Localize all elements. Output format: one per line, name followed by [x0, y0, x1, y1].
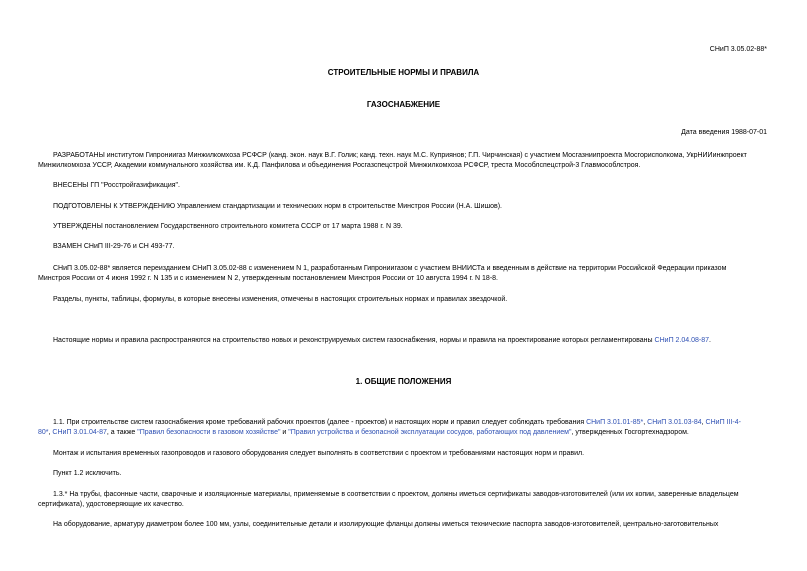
- equipment-paragraph: На оборудование, арматуру диаметром более 100 мм, узлы, соединительные детали и изолирующие фланцы должны иметься технические паспорта заводов-изготовителей, центрально-заготовительных: [53, 521, 719, 528]
- approved-paragraph: УТВЕРЖДЕНЫ постановлением Государственного строительного комитета СССР от 17 марта 1988 г. N 39.: [53, 223, 403, 230]
- snip-3-01-03-84-link[interactable]: СНиП 3.01.03-84: [647, 419, 702, 426]
- clause-1-1-text-c: и: [280, 429, 287, 436]
- reissue-line-1: СНиП 3.05.02-88* является переизданием СНиП 3.05.02-88 с изменением N 1, разработанным Гипрониигазом с участием ВНИИСТа и введенным в действие на территории Российской Федерации приказом: [53, 265, 727, 272]
- gas-safety-rules-link[interactable]: "Правил безопасности в газовом хозяйстве": [137, 429, 281, 436]
- snip-iii-4-80-link-cont[interactable]: 80*: [38, 429, 49, 436]
- clause-1-1-text-a: 1.1. При строительстве систем газоснабжения кроме требований рабочих проектов (далее - проектов) и настоящих норм и правил следует соблюдать требования: [53, 419, 585, 426]
- clause-1-3-line-2: сертификата), удостоверяющие их качество.: [38, 501, 184, 508]
- document-title: СТРОИТЕЛЬНЫЕ НОРМЫ И ПРАВИЛА: [327, 68, 480, 77]
- introduced-paragraph: ВНЕСЕНЫ ГП "Росстройгазификация".: [53, 182, 180, 189]
- scope-end: .: [709, 337, 711, 344]
- reissue-line-2: Минстроя России от 4 июня 1992 г. N 135 и с изменением N 2, утвержденным постановлением Минстроя России от 10 августа 1994 г. N 18-8.: [38, 275, 498, 282]
- snip-3-01-01-85-link[interactable]: СНиП 3.01.01-85*: [586, 419, 644, 426]
- document-subject: ГАЗОСНАБЖЕНИЕ: [366, 100, 441, 109]
- temporary-pipelines-paragraph: Монтаж и испытания временных газопроводов и газового оборудования следует выполнять в соответствии с проектом и требованиями настоящих норм и правил.: [53, 450, 585, 457]
- snip-iii-4-80-link[interactable]: СНиП III-4-: [705, 419, 741, 426]
- clause-1-1-text-d: , утвержденных Госгортехнадзором.: [571, 429, 689, 436]
- clause-1-1-line-1: [38, 418, 783, 428]
- asterisk-note: Разделы, пункты, таблицы, формулы, в которые внесены изменения, отмечены в настоящих строительных нормах и правилах звездочкой.: [53, 296, 508, 303]
- separator-3: ,: [48, 429, 51, 436]
- developed-line-2: Минжилкомхоза УССР, Академии коммунального хозяйства им. К.Д. Панфилова и объединения Росгазспецстрой Минжилкомхоза РСФСР, треста Мособлспецстрой-3 Главмособлстроя.: [38, 162, 641, 169]
- prepared-paragraph: ПОДГОТОВЛЕНЫ К УТВЕРЖДЕНИЮ Управлением стандартизации и технических норм в строительстве Минстроя России (Н.А. Шишов).: [53, 203, 502, 210]
- scope-text: Настоящие нормы и правила распространяются на строительство новых и реконструируемых систем газоснабжения, нормы и правила на проектирование которых регламентированы: [53, 337, 653, 344]
- developed-line-1: РАЗРАБОТАНЫ институтом Гипрониигаз Минжилкомхоза РСФСР (канд. экон. наук В.Г. Голик; канд. техн. наук М.С. Куприянов; Г.П. Чирчинская) с участием Мосгазниипроекта Мосгорисполкома, УкрНИИинжпроект: [53, 152, 747, 159]
- clause-1-3-line-1: 1.3.* На трубы, фасонные части, сварочные и изоляционные материалы, применяемые в соответствии с проектом, должны иметься сертификаты заводов-изготовителей (или их копии, заверенные владельцем: [53, 491, 739, 498]
- separator-1: ,: [643, 419, 646, 426]
- scope-paragraph: [38, 336, 783, 346]
- document-code: СНиП 3.05.02-88*: [709, 46, 767, 53]
- separator-2: ,: [701, 419, 704, 426]
- snip-3-01-04-87-link[interactable]: СНиП 3.01.04-87: [52, 429, 107, 436]
- clause-1-2-paragraph: Пункт 1.2 исключить.: [53, 470, 122, 477]
- snip-2-04-08-87-link[interactable]: СНиП 2.04.08-87: [654, 337, 710, 344]
- replaced-paragraph: ВЗАМЕН СНиП III-29-76 и СН 493-77.: [53, 243, 175, 250]
- intro-date: Дата введения 1988-07-01: [681, 129, 767, 136]
- clause-1-1-line-2: [38, 428, 768, 438]
- section-1-heading: 1. ОБЩИЕ ПОЛОЖЕНИЯ: [355, 377, 452, 386]
- pressure-vessel-rules-link[interactable]: "Правил устройства и безопасной эксплуатации сосудов, работающих под давлением": [288, 429, 572, 436]
- clause-1-1-text-b: , а также: [106, 429, 136, 436]
